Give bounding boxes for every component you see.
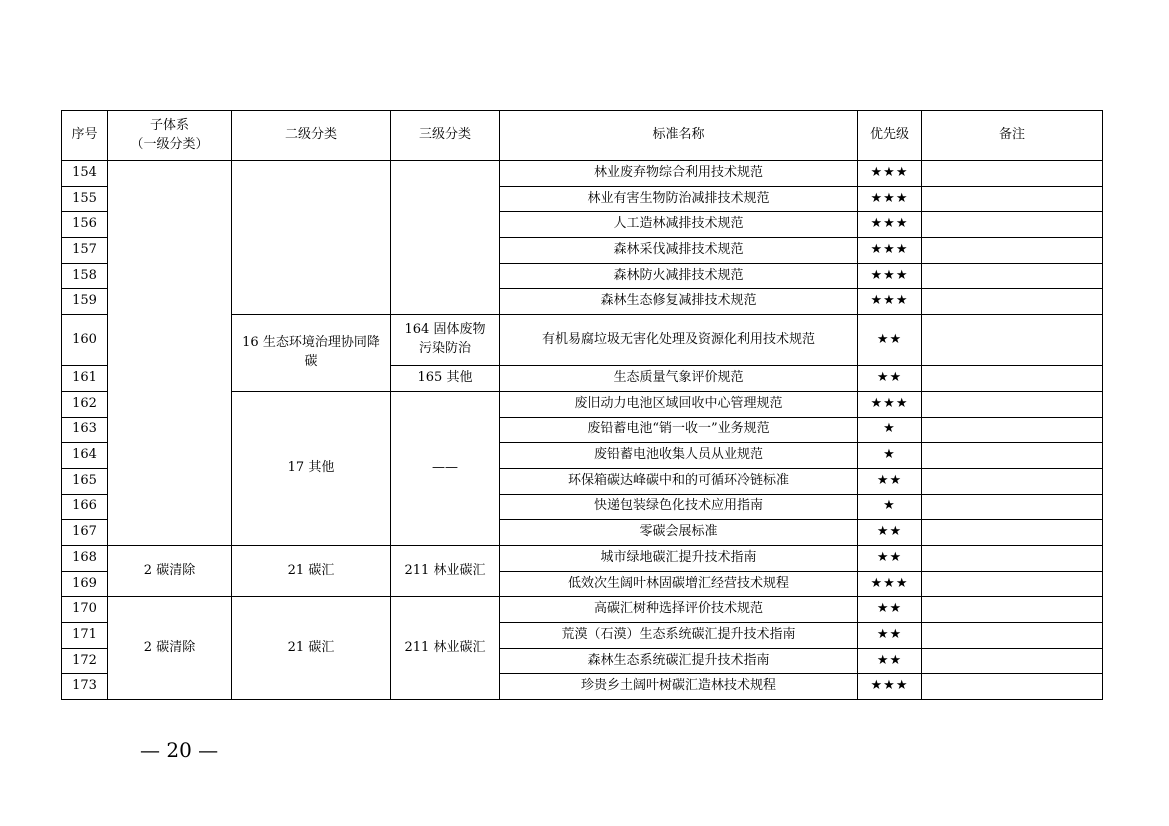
header-level2: 二级分类	[232, 111, 391, 161]
priority-stars: ★★★	[858, 238, 922, 264]
remark-cell	[922, 648, 1103, 674]
level3-cell: 164 固体废物污染防治	[391, 315, 500, 366]
standard-name-cell: 人工造林减排技术规范	[500, 212, 858, 238]
remark-cell	[922, 520, 1103, 546]
seq-cell: 166	[62, 494, 108, 520]
table-row	[62, 545, 1103, 571]
seq-cell: 168	[62, 545, 108, 571]
remark-cell	[922, 674, 1103, 700]
subsystem-cell: 2 碳清除	[108, 545, 232, 596]
standards-table	[61, 110, 1103, 700]
priority-stars: ★★	[858, 597, 922, 623]
priority-stars: ★★★	[858, 212, 922, 238]
seq-cell: 157	[62, 238, 108, 264]
remark-cell	[922, 161, 1103, 187]
remark-cell	[922, 289, 1103, 315]
standard-name-cell: 废旧动力电池区域回收中心管理规范	[500, 391, 858, 417]
standard-name-cell: 林业废弃物综合利用技术规范	[500, 161, 858, 187]
header-row	[62, 111, 1103, 161]
seq-cell: 172	[62, 648, 108, 674]
remark-cell	[922, 443, 1103, 469]
priority-stars: ★	[858, 417, 922, 443]
standard-name-cell: 高碳汇树种选择评价技术规范	[500, 597, 858, 623]
priority-stars: ★★★	[858, 186, 922, 212]
priority-stars: ★★★	[858, 571, 922, 597]
standard-name-cell: 快递包装绿色化技术应用指南	[500, 494, 858, 520]
header-name: 标准名称	[500, 111, 858, 161]
standard-name-cell: 森林生态系统碳汇提升技术指南	[500, 648, 858, 674]
level3-cell: 211 林业碳汇	[391, 545, 500, 596]
remark-cell	[922, 238, 1103, 264]
standard-name-cell: 零碳会展标准	[500, 520, 858, 546]
standard-name-cell: 森林防火减排技术规范	[500, 263, 858, 289]
seq-cell: 173	[62, 674, 108, 700]
priority-stars: ★★★	[858, 674, 922, 700]
priority-stars: ★★	[858, 366, 922, 392]
level2-cell: 21 碳汇	[232, 597, 391, 700]
page-number: — 20 —	[140, 738, 219, 762]
level3-cell: 211 林业碳汇	[391, 597, 500, 700]
level3-cell: ——	[391, 391, 500, 545]
seq-cell: 154	[62, 161, 108, 187]
standard-name-cell: 低效次生阔叶林固碳增汇经营技术规程	[500, 571, 858, 597]
remark-cell	[922, 571, 1103, 597]
seq-cell: 158	[62, 263, 108, 289]
remark-cell	[922, 597, 1103, 623]
priority-stars: ★★	[858, 520, 922, 546]
seq-cell: 156	[62, 212, 108, 238]
seq-cell: 170	[62, 597, 108, 623]
standard-name-cell: 森林生态修复减排技术规范	[500, 289, 858, 315]
standard-name-cell: 废铅蓄电池“销一收一”业务规范	[500, 417, 858, 443]
header-level3: 三级分类	[391, 111, 500, 161]
header-remark: 备注	[922, 111, 1103, 161]
seq-cell: 155	[62, 186, 108, 212]
remark-cell	[922, 315, 1103, 366]
header-priority: 优先级	[858, 111, 922, 161]
priority-stars: ★★	[858, 315, 922, 366]
level3-cell-empty	[391, 161, 500, 315]
priority-stars: ★★★	[858, 289, 922, 315]
priority-stars: ★★★	[858, 391, 922, 417]
remark-cell	[922, 545, 1103, 571]
header-subsystem-line2: （一级分类）	[130, 136, 209, 152]
level2-cell: 16 生态环境治理协同降碳	[232, 315, 391, 392]
priority-stars: ★	[858, 443, 922, 469]
remark-cell	[922, 468, 1103, 494]
priority-stars: ★	[858, 494, 922, 520]
remark-cell	[922, 263, 1103, 289]
remark-cell	[922, 391, 1103, 417]
seq-cell: 162	[62, 391, 108, 417]
subsystem-cell-empty	[108, 161, 232, 546]
header-subsystem-line1: 子体系	[149, 117, 189, 133]
remark-cell	[922, 186, 1103, 212]
table-row	[62, 597, 1103, 623]
header-seq: 序号	[62, 111, 108, 161]
seq-cell: 171	[62, 623, 108, 649]
standard-name-cell: 废铅蓄电池收集人员从业规范	[500, 443, 858, 469]
header-subsystem	[108, 111, 232, 161]
standard-name-cell: 有机易腐垃圾无害化处理及资源化利用技术规范	[500, 315, 858, 366]
remark-cell	[922, 494, 1103, 520]
seq-cell: 167	[62, 520, 108, 546]
seq-cell: 163	[62, 417, 108, 443]
remark-cell	[922, 366, 1103, 392]
seq-cell: 165	[62, 468, 108, 494]
standard-name-cell: 荒漠（石漠）生态系统碳汇提升技术指南	[500, 623, 858, 649]
standard-name-cell: 生态质量气象评价规范	[500, 366, 858, 392]
seq-cell: 159	[62, 289, 108, 315]
subsystem-cell: 2 碳清除	[108, 597, 232, 700]
priority-stars: ★★★	[858, 263, 922, 289]
priority-stars: ★★	[858, 648, 922, 674]
level2-cell: 17 其他	[232, 391, 391, 545]
priority-stars: ★★	[858, 623, 922, 649]
standard-name-cell: 城市绿地碳汇提升技术指南	[500, 545, 858, 571]
priority-stars: ★★	[858, 468, 922, 494]
seq-cell: 169	[62, 571, 108, 597]
level2-cell-empty	[232, 161, 391, 315]
level2-cell: 21 碳汇	[232, 545, 391, 596]
standard-name-cell: 森林采伐减排技术规范	[500, 238, 858, 264]
seq-cell: 164	[62, 443, 108, 469]
remark-cell	[922, 623, 1103, 649]
standard-name-cell: 林业有害生物防治减排技术规范	[500, 186, 858, 212]
standard-name-cell: 环保箱碳达峰碳中和的可循环冷链标准	[500, 468, 858, 494]
standard-name-cell: 珍贵乡土阔叶树碳汇造林技术规程	[500, 674, 858, 700]
remark-cell	[922, 212, 1103, 238]
seq-cell: 160	[62, 315, 108, 366]
priority-stars: ★★★	[858, 161, 922, 187]
priority-stars: ★★	[858, 545, 922, 571]
remark-cell	[922, 417, 1103, 443]
seq-cell: 161	[62, 366, 108, 392]
table-row	[62, 161, 1103, 187]
level3-cell: 165 其他	[391, 366, 500, 392]
